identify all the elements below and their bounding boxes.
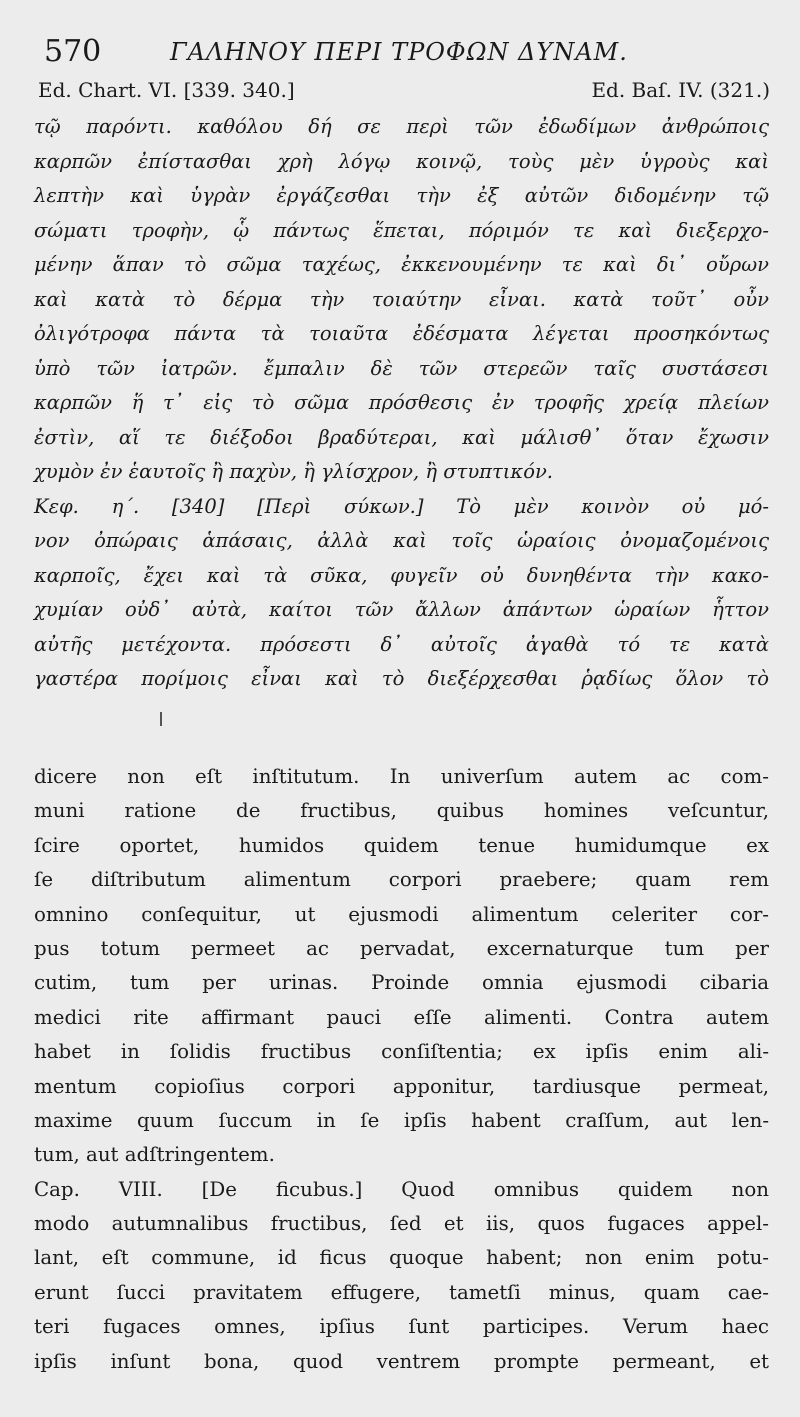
text-line: αὐτῆς μετέχοντα. πρόσεστι δ᾽ αὐτοῖς ἀγαθὰ τό τε κατὰ	[34, 632, 769, 656]
text-line: ὀλιγότροφα πάντα τὰ τοιαῦτα ἐδέσματα λέγεται προσηκόντως	[34, 322, 769, 345]
text-line: cutim, tum per urinas. Proinde omnia ejusmodi cibaria	[34, 971, 769, 995]
text-line: μένην ἅπαν τὸ σῶμα ταχέως, ἐκκενουμένην τε καὶ δι᾽ οὔρων	[34, 253, 769, 276]
edition-reference-right: Ed. Baſ. IV. (321.)	[591, 78, 770, 102]
margin-mark	[160, 712, 162, 726]
text-line: Cap. VIII. [De ficubus.] Quod omnibus quidem non	[34, 1177, 769, 1201]
text-line: lant, eſt commune, id ficus quoque habent; non enim potu-	[34, 1246, 769, 1270]
text-line: νον ὀπώραις ἁπάσαις, ἀλλὰ καὶ τοῖς ὡραίοις ὀνομαζομένοις	[34, 529, 769, 552]
text-line: καρποῖς, ἔχει καὶ τὰ σῦκα, φυγεῖν οὐ δυνηθέντα τὴν κακο-	[34, 563, 769, 587]
text-line: medici rite affirmant pauci eſſe alimenti. Contra autem	[34, 1005, 769, 1029]
text-line: mentum copioſius corpori apponitur, tardiusque permeat,	[34, 1074, 769, 1098]
text-line: maxime quum ſuccum in ſe ipſis habent craſſum, aut len-	[34, 1108, 769, 1132]
text-line: omnino conſequitur, ut ejusmodi alimentum celeriter cor-	[34, 902, 769, 926]
text-line: καρπῶν ἐπίστασθαι χρὴ λόγῳ κοινῷ, τοὺς μὲν ὑγροὺς καὶ	[34, 149, 769, 173]
text-line: habet in ſolidis fructibus conſiſtentia; ex ipſis enim ali-	[34, 1040, 769, 1064]
text-line: muni ratione de fructibus, quibus homines veſcuntur,	[34, 799, 769, 823]
text-line: τῷ παρόντι. καθόλου δή σε περὶ τῶν ἐδωδίμων ἀνθρώποις	[34, 115, 769, 138]
text-line: Κεφ. η΄. [340] [Περὶ σύκων.] Τὸ μὲν κοινὸν οὐ μό-	[34, 494, 769, 518]
text-line: λεπτὴν καὶ ὑγρὰν ἐργάζεσθαι τὴν ἐξ αὐτῶν διδομένην τῷ	[34, 184, 769, 207]
text-line: ſe diſtributum alimentum corpori praebere; quam rem	[34, 868, 769, 892]
text-line: ἐστὶν, αἵ τε διέξοδοι βραδύτεραι, καὶ μάλισθ᾽ ὅταν ἔχωσιν	[34, 425, 769, 449]
text-line: καὶ κατὰ τὸ δέρμα τὴν τοιαύτην εἶναι. κατὰ τοῦτ᾽ οὖν	[34, 287, 769, 311]
text-line: modo autumnalibus fructibus, ſed et iis, quos fugaces appel-	[34, 1212, 769, 1236]
edition-reference-left: Ed. Chart. VI. [339. 340.]	[38, 78, 295, 102]
text-line: χυμίαν οὐδ᾽ αὐτὰ, καίτοι τῶν ἄλλων ἁπάντων ὡραίων ἧττον	[34, 598, 769, 621]
text-line: dicere non eſt inſtitutum. In univerſum autem ac com-	[34, 765, 769, 788]
text-line: tum, aut adſtringentem.	[34, 1143, 275, 1167]
text-line: καρπῶν ἥ τ᾽ εἰς τὸ σῶμα πρόσθεσις ἐν τροφῆς χρείᾳ πλείων	[34, 391, 769, 414]
text-line: ὑπὸ τῶν ἰατρῶν. ἔμπαλιν δὲ τῶν στερεῶν ταῖς συστάσεσι	[34, 356, 769, 380]
running-title: ΓΑΛΗΝΟΥ ΠΕΡΙ ΤΡΟΦΩΝ ΔΥΝΑΜ.	[170, 38, 628, 66]
text-line: ipſis inſunt bona, quod ventrem prompte permeant, et	[34, 1349, 769, 1373]
text-line: teri fugaces omnes, ipſius ſunt participes. Verum haec	[34, 1315, 769, 1339]
text-line: erunt ſucci pravitatem effugere, tametſi minus, quam cae-	[34, 1280, 769, 1304]
page-header	[40, 28, 770, 72]
text-line: σώματι τροφὴν, ᾧ πάντως ἕπεται, πόριμόν τε καὶ διεξερχο-	[34, 218, 769, 242]
text-line: ſcire oportet, humidos quidem tenue humidumque ex	[34, 833, 769, 857]
greek-text-block	[34, 110, 769, 697]
text-line: pus totum permeet ac pervadat, excernaturque tum per	[34, 936, 769, 960]
text-line: χυμὸν ἐν ἑαυτοῖς ἢ παχὺν, ἢ γλίσχρον, ἢ στυπτικόν.	[34, 460, 554, 483]
text-line: γαστέρα πορίμοις εἶναι καὶ τὸ διεξέρχεσθαι ῥᾳδίως ὅλον τὸ	[34, 667, 769, 690]
latin-text-block	[34, 760, 769, 1379]
page-number: 570	[44, 34, 102, 69]
